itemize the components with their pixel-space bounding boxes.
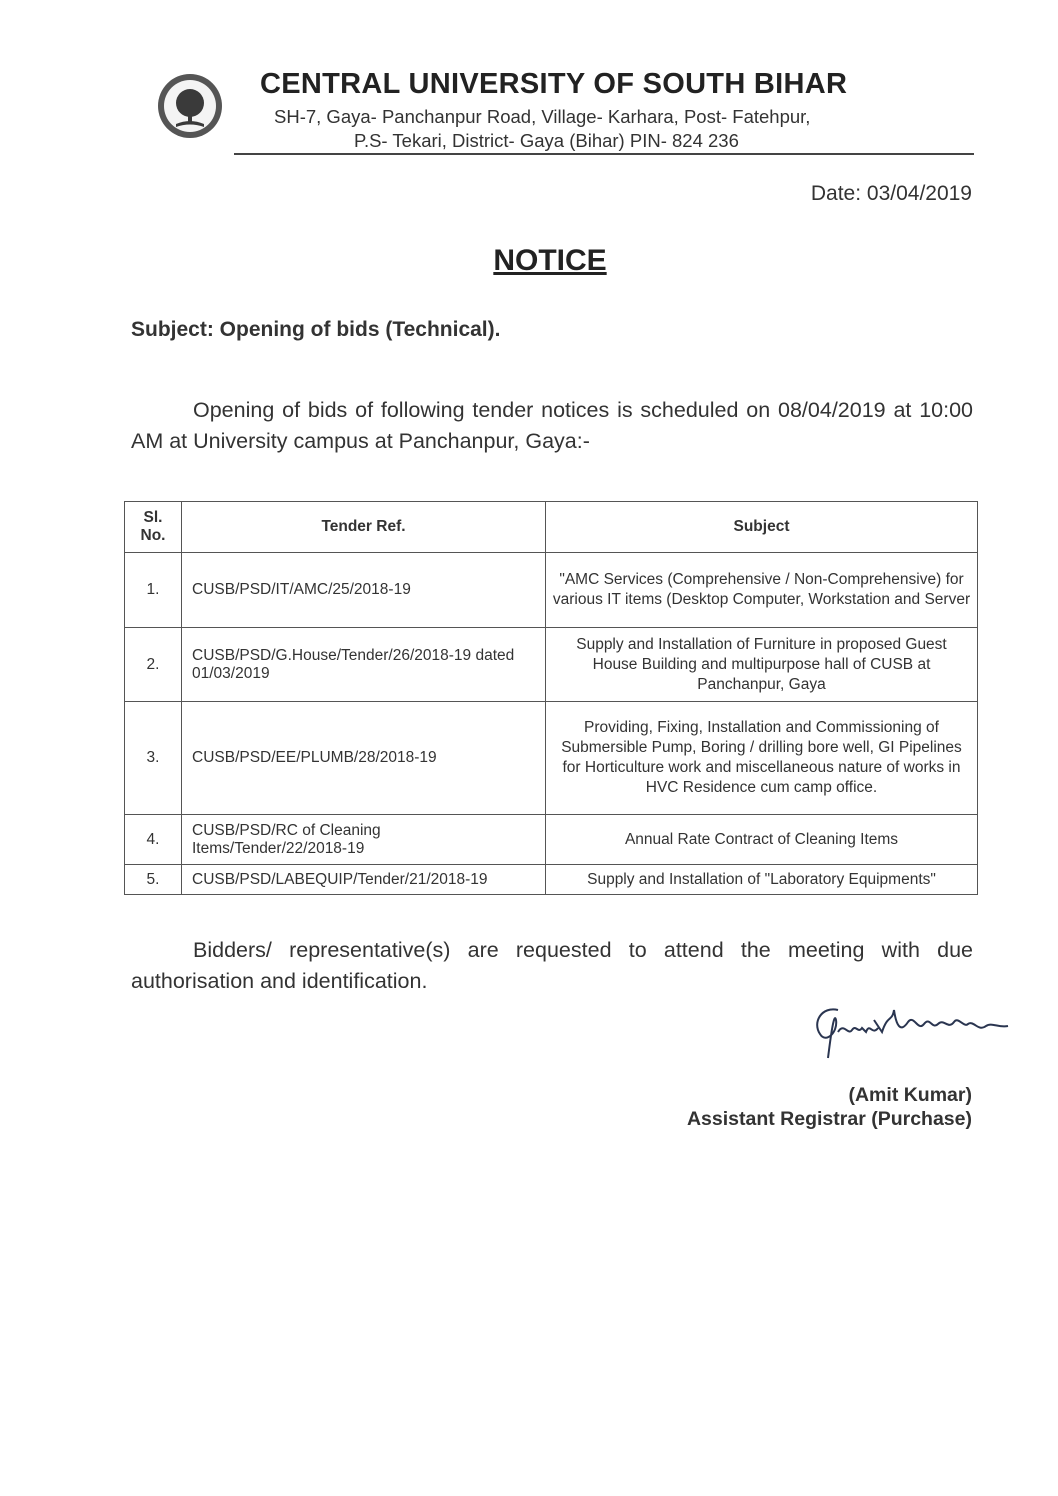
organization-name: CENTRAL UNIVERSITY OF SOUTH BIHAR [260,68,848,100]
column-header-subject: Subject [546,502,978,553]
table-header-row [125,502,978,553]
page-title: NOTICE [493,244,607,277]
university-emblem-icon [156,72,224,140]
table-row [125,553,978,628]
notice-date: Date: 03/04/2019 [810,182,972,205]
cell-sl-no: 1. [125,553,182,628]
signatory-name: (Amit Kumar) [848,1084,972,1106]
cell-tender-ref: CUSB/PSD/RC of Cleaning Items/Tender/22/2018-19 [182,815,546,865]
cell-tender-ref: CUSB/PSD/LABEQUIP/Tender/21/2018-19 [182,865,546,895]
cell-tender-ref: CUSB/PSD/G.House/Tender/26/2018-19 dated 01/03/2019 [182,628,546,702]
cell-subject: Supply and Installation of Furniture in proposed Guest House Building and multipurpose hall of CUSB at Panchanpur, Gaya [546,628,978,702]
signatory-title: Assistant Registrar (Purchase) [686,1108,972,1130]
table-row [125,702,978,815]
cell-tender-ref: CUSB/PSD/EE/PLUMB/28/2018-19 [182,702,546,815]
cell-subject: Providing, Fixing, Installation and Commissioning of Submersible Pump, Boring / drilling bore well, GI Pipelines for Horticulture work and miscellaneous nature of works in HVC Residence cum camp office. [546,702,978,815]
column-header-sl-no: Sl. No. [125,502,182,553]
header-divider [234,153,974,155]
column-header-tender-ref: Tender Ref. [182,502,546,553]
table-row [125,865,978,895]
intro-paragraph: Opening of bids of following tender notices is scheduled on 08/04/2019 at 10:00 AM at University campus at Panchanpur, Gaya:- [131,398,973,453]
table-row [125,815,978,865]
address-line-1: SH-7, Gaya- Panchanpur Road, Village- Karhara, Post- Fatehpur, [274,106,811,127]
tender-table [124,501,978,895]
closing-paragraph: Bidders/ representative(s) are requested to attend the meeting with due authorisation and identification. [131,938,973,993]
signature-icon [808,992,1033,1062]
address-line-2: P.S- Tekari, District- Gaya (Bihar) PIN- 824 236 [354,130,739,151]
subject-line: Subject: Opening of bids (Technical). [131,318,501,341]
table-row [125,628,978,702]
cell-tender-ref: CUSB/PSD/IT/AMC/25/2018-19 [182,553,546,628]
cell-subject: Supply and Installation of "Laboratory Equipments" [546,865,978,895]
cell-sl-no: 3. [125,702,182,815]
cell-sl-no: 2. [125,628,182,702]
cell-sl-no: 5. [125,865,182,895]
cell-subject: "AMC Services (Comprehensive / Non-Comprehensive) for various IT items (Desktop Computer, Workstation and Server [546,553,978,628]
cell-sl-no: 4. [125,815,182,865]
cell-subject: Annual Rate Contract of Cleaning Items [546,815,978,865]
